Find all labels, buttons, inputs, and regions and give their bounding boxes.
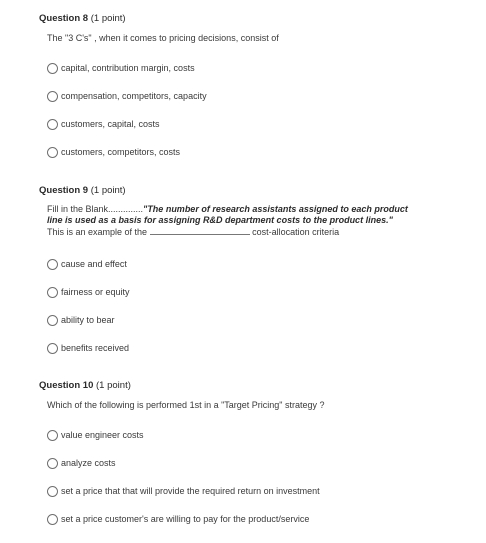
q10-option-3[interactable]	[47, 484, 320, 498]
sentence-suffix: cost-allocation criteria	[252, 227, 340, 237]
question-9-header	[39, 185, 126, 196]
question-points: (1 point)	[90, 13, 126, 24]
radio-button[interactable]	[47, 343, 58, 354]
option-label: set a price customer's are willing to pay for the product/service	[61, 514, 310, 524]
question-points: (1 point)	[96, 380, 131, 391]
fill-in-blank-prefix: Fill in the Blank..............	[47, 204, 144, 214]
option-label: capital, contribution margin, costs	[61, 63, 195, 73]
question-points: (1 point)	[90, 185, 126, 196]
q10-option-1[interactable]	[47, 428, 144, 442]
radio-button[interactable]	[47, 514, 58, 525]
option-label: cause and effect	[61, 259, 127, 269]
option-label: customers, competitors, costs	[61, 147, 181, 157]
q8-option-3[interactable]	[47, 117, 160, 131]
radio-button[interactable]	[47, 486, 58, 497]
radio-button[interactable]	[47, 63, 58, 74]
option-label: value engineer costs	[61, 430, 144, 440]
radio-button[interactable]	[47, 91, 58, 102]
q10-option-2[interactable]	[47, 456, 116, 470]
question-10-text: Which of the following is performed 1st in a "Target Pricing" strategy ?	[47, 400, 325, 410]
option-label: ability to bear	[61, 315, 115, 325]
q8-option-2[interactable]	[47, 89, 207, 103]
option-label: analyze costs	[61, 458, 116, 468]
q10-option-4[interactable]	[47, 512, 309, 526]
question-number: Question 9	[39, 185, 89, 196]
q9-option-1[interactable]	[47, 257, 127, 271]
option-label: benefits received	[61, 343, 130, 353]
q8-option-1[interactable]	[47, 61, 195, 75]
radio-button[interactable]	[47, 287, 58, 298]
question-number: Question 8	[39, 13, 89, 24]
quote-line-2: line is used as a basis for assigning R&D department costs to the product lines."	[47, 215, 393, 225]
radio-button[interactable]	[47, 315, 58, 326]
q9-option-2[interactable]	[47, 285, 130, 299]
q9-option-4[interactable]	[47, 341, 129, 355]
blank-line	[150, 226, 250, 235]
q9-option-3[interactable]	[47, 313, 115, 327]
quote-line-1: "The number of research assistants assigned to each product	[143, 204, 408, 214]
radio-button[interactable]	[47, 430, 58, 441]
question-9-text	[47, 204, 427, 238]
radio-button[interactable]	[47, 147, 58, 158]
option-label: fairness or equity	[61, 287, 130, 297]
option-label: set a price that that will provide the required return on investment	[61, 486, 320, 496]
question-8-text: The "3 C's" , when it comes to pricing decisions, consist of	[47, 33, 279, 43]
radio-button[interactable]	[47, 458, 58, 469]
sentence-prefix: This is an example of the	[47, 227, 148, 237]
radio-button[interactable]	[47, 119, 58, 130]
radio-button[interactable]	[47, 259, 58, 270]
question-8-header	[39, 13, 126, 24]
question-number: Question 10	[39, 380, 94, 391]
question-10-header	[39, 380, 131, 391]
option-label: customers, capital, costs	[61, 119, 160, 129]
q8-option-4[interactable]	[47, 145, 180, 159]
option-label: compensation, competitors, capacity	[61, 91, 207, 101]
